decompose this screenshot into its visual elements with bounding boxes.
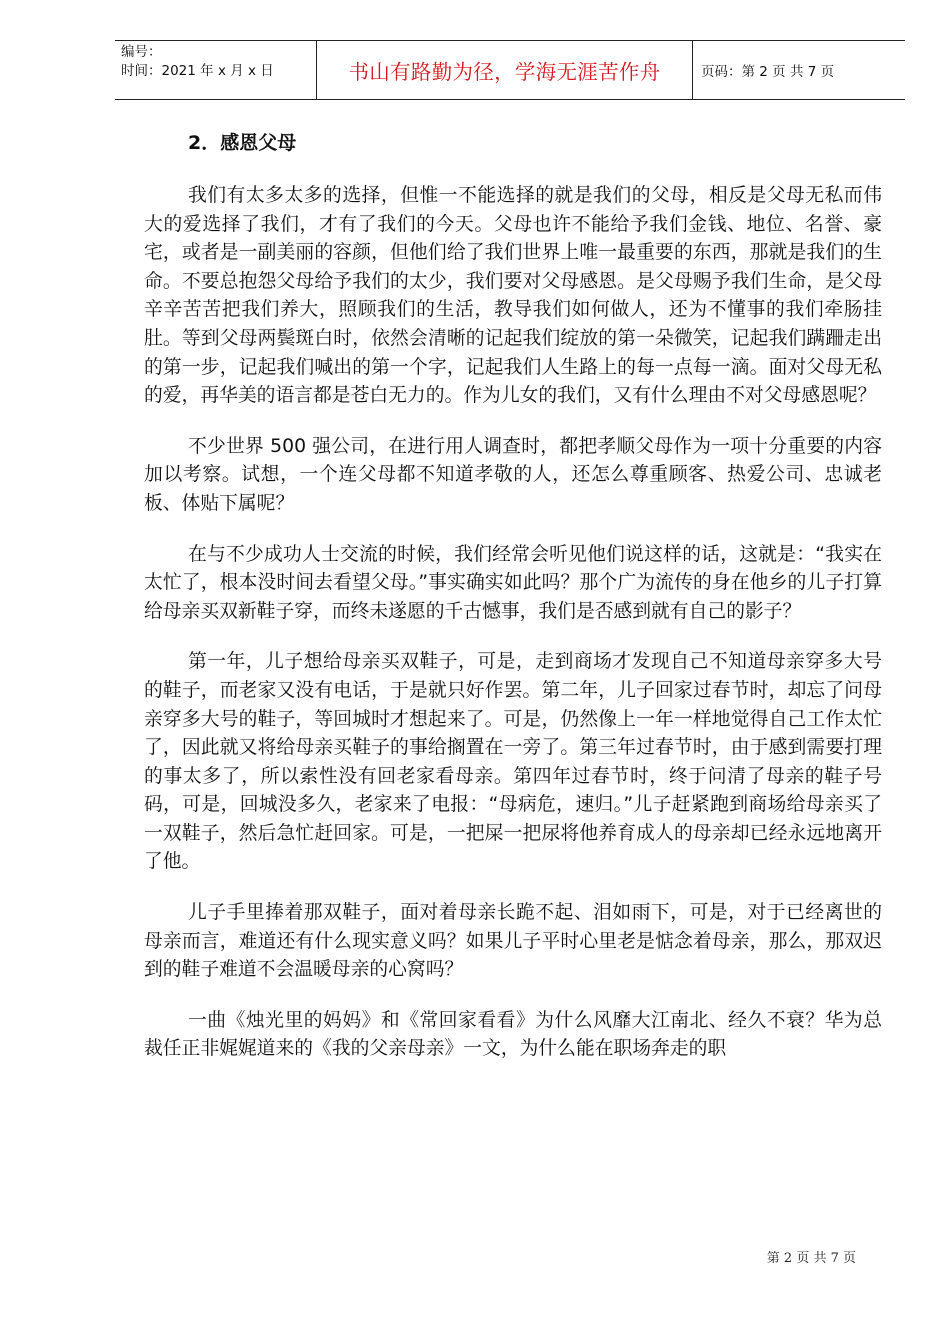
document-body [144, 126, 882, 1086]
paragraph: 在与不少成功人士交流的时候，我们经常会听见他们说这样的话，这就是：“我实在太忙了，根本没时间去看望父母。”事实确实如此吗？那个广为流传的身在他乡的儿子打算给母亲买双新鞋子穿，而终未遂愿的千古憾事，我们是否感到就有自己的影子？ [144, 543, 882, 622]
paragraph: 第一年，儿子想给母亲买双鞋子，可是，走到商场才发现自己不知道母亲穿多大号的鞋子，而老家又没有电话，于是就只好作罢。第二年，儿子回家过春节时，却忘了问母亲穿多大号的鞋子，等回城时才想起来了。可是，仍然像上一年一样地觉得自己工作太忙了，因此就又将给母亲买鞋子的事给搁置在一旁了。第三年过春节时，由于感到需要打理的事太多了，所以索性没有回老家看母亲。第四年过春节时，终于问清了母亲的鞋子号码，可是，回城没多久，老家来了电报：“母病危，速归。”儿子赶紧跑到商场给母亲买了一双鞋子，然后急忙赶回家。可是，一把屎一把尿将他养育成人的母亲却已经永远地离开了他。 [144, 651, 882, 873]
paragraph: 一曲《烛光里的妈妈》和《常回家看看》为什么风靡大江南北、经久不衰？华为总裁任正非娓娓道来的《我的父亲母亲》一文，为什么能在职场奔走的职 [144, 1009, 882, 1060]
paragraph: 儿子手里捧着那双鞋子，面对着母亲长跪不起、泪如雨下，可是，对于已经离世的母亲而言，难道还有什么现实意义吗？如果儿子平时心里老是惦念着母亲，那么，那双迟到的鞋子难道不会温暖母亲的心窝吗？ [144, 902, 882, 981]
page-header [115, 40, 905, 100]
paragraph: 不少世界 500 强公司，在进行用人调查时，都把孝顺父母作为一项十分重要的内容加以考察。试想，一个连父母都不知道孝敬的人，还怎么尊重顾客、热爱公司、忠诚老板、体贴下属呢？ [144, 435, 882, 514]
header-motto: 书山有路勤为径，学海无涯苦作舟 [317, 40, 693, 100]
section-heading: 2．感恩父母 [188, 132, 297, 154]
document-number-label: 编号： [121, 44, 162, 60]
document-time-label: 时间：2021 年 x 月 x 日 [121, 63, 274, 79]
paragraph: 我们有太多太多的选择，但惟一不能选择的就是我们的父母，相反是父母无私而伟大的爱选择了我们，才有了我们的今天。父母也许不能给予我们金钱、地位、名誉、豪宅，或者是一副美丽的容颜，但他们给了我们世界上唯一最重要的东西，那就是我们的生命。不要总抱怨父母给予我们的太少，我们要对父母感恩。是父母赐予我们生命，是父母辛辛苦苦把我们养大，照顾我们的生活，教导我们如何做人，还为不懂事的我们牵肠挂肚。等到父母两鬓斑白时，依然会清晰的记起我们绽放的第一朵微笑，记起我们蹒跚走出的第一步，记起我们喊出的第一个字，记起我们人生路上的每一点每一滴。面对父母无私的爱，再华美的语言都是苍白无力的。作为儿女的我们，又有什么理由不对父母感恩呢？ [144, 185, 882, 407]
page-footer-number: 第 2 页 共 7 页 [766, 1251, 856, 1266]
header-page-number: 页码：第 2 页 共 7 页 [693, 40, 905, 100]
header-meta [115, 40, 317, 100]
